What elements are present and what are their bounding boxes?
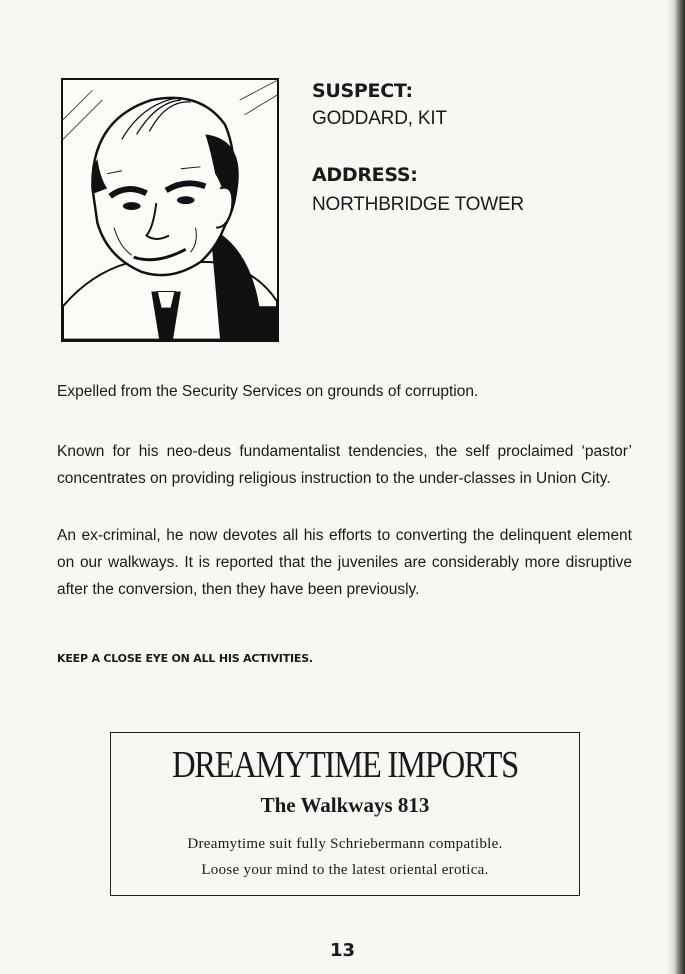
advert-line-1: Dreamytime suit fully Schriebermann compatible.	[187, 836, 503, 852]
page-binding-edge	[667, 0, 685, 974]
suspect-label: SUSPECT:	[312, 80, 413, 102]
suspect-name: GODDARD, KIT	[312, 108, 447, 129]
address-value: NORTHBRIDGE TOWER	[312, 194, 524, 215]
paragraph-ex-criminal: An ex-criminal, he now devotes all his efforts to converting the delinquent element on our walkways. It is reported that the juveniles are considerably more disruptive after the conversion, then they have been previously.	[57, 527, 632, 598]
advert-box	[110, 732, 580, 896]
suspect-portrait-icon	[63, 80, 277, 340]
suspect-portrait	[61, 78, 279, 342]
page-number: 13	[329, 940, 356, 961]
warning-notice: KEEP A CLOSE EYE ON ALL HIS ACTIVITIES.	[57, 652, 313, 665]
advert-address: The Walkways 813	[260, 793, 430, 817]
paragraph-expelled: Expelled from the Security Services on grounds of corruption.	[57, 383, 479, 400]
address-label: ADDRESS:	[312, 164, 418, 186]
advert-line-2: Loose your mind to the latest oriental erotica.	[201, 862, 489, 878]
paragraph-pastor: Known for his neo-deus fundamentalist tendencies, the self proclaimed ‘pastor’ concentrates on providing religious instruction to the under-classes in Union City.	[57, 443, 632, 487]
advert-title: DREAMYTIME IMPORTS	[171, 744, 519, 786]
